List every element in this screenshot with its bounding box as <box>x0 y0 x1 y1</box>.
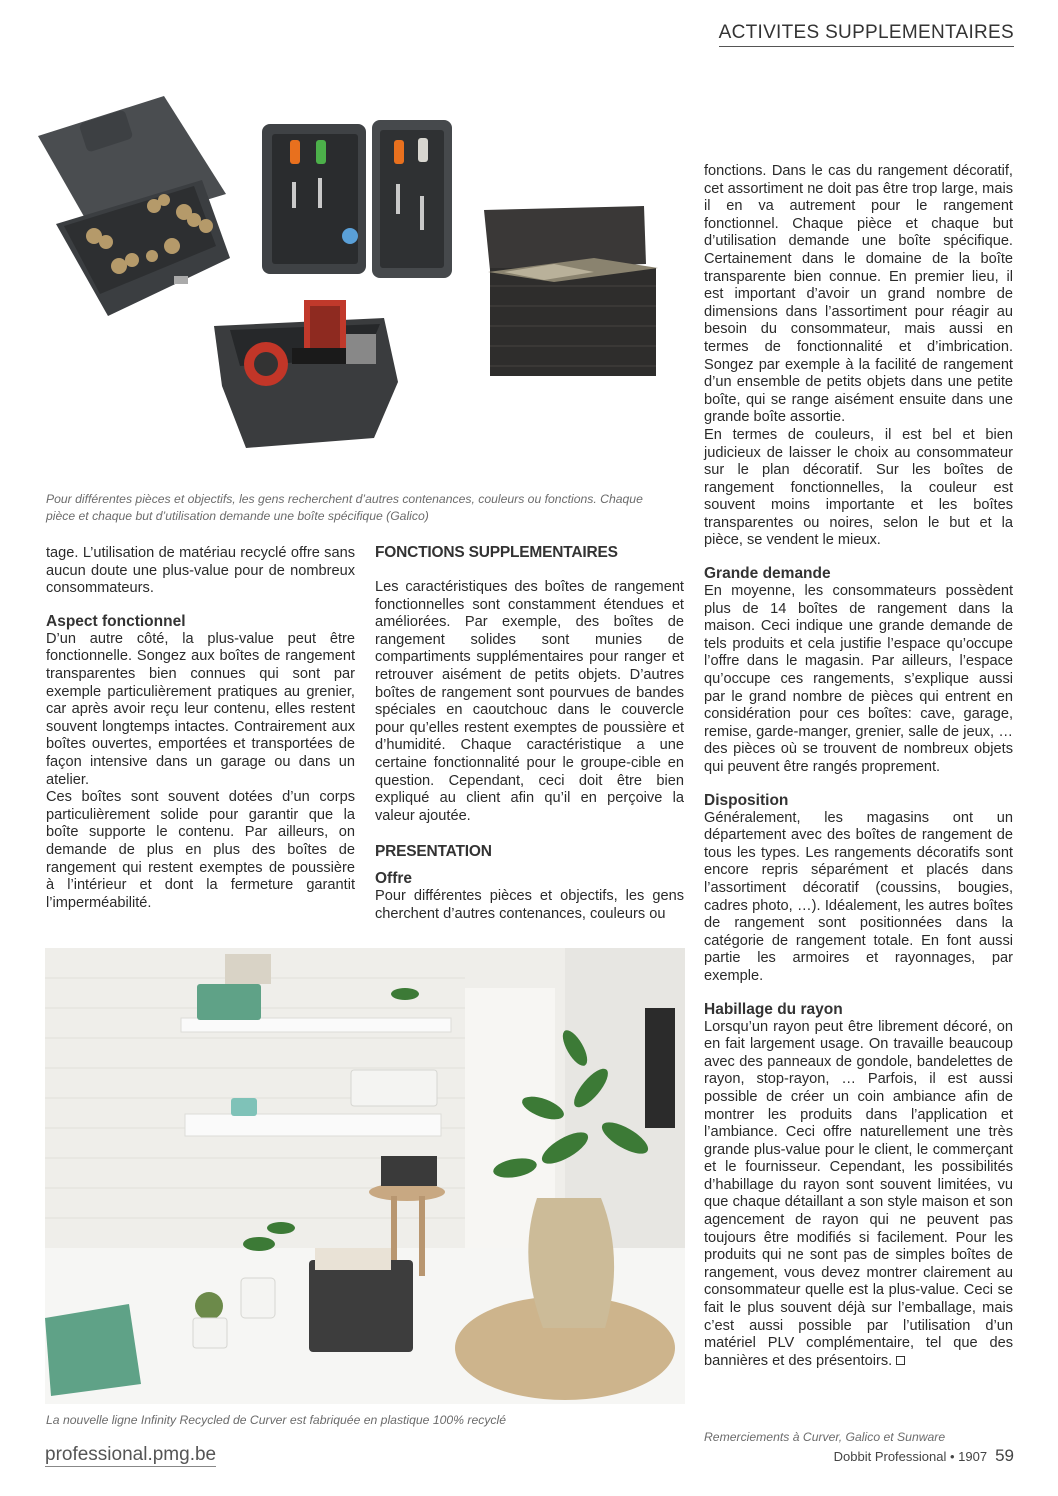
cash-box-image <box>38 96 230 316</box>
paragraph: Pour différentes pièces et objectifs, les gens cherchent d’autres contenances, couleurs ou <box>375 888 684 922</box>
heading-disposition: Disposition <box>704 791 789 809</box>
right-column <box>704 163 1013 1370</box>
footer-publication <box>834 1446 1014 1466</box>
paragraph: Ces boîtes sont souvent dotées d’un corps particulièrement solide pour garantir que la boîte supporte le contenu. Par ailleurs, on demande de plus en plus des boîtes de rangement qui restent exemptes de poussière à l’intérieur et dont la fermeture garantit l’imperméabilité. <box>46 789 355 911</box>
paragraph: Généralement, les magasins ont un département avec des boîtes de rangement de tous les types. Les rangements décoratifs sont encore repris séparément et placés dans l’assortiment décoratif (coussins, bougies, cadres photo, …). Idéalement, les autres boîtes de rangement sont positionnées dans la catégorie de rangement totale. En font aussi partie les armoires et rayonnages, par exemple. <box>704 809 1013 984</box>
paragraph: Les caractéristiques des boîtes de rangement fonctionnelles sont constamment étendues et améliorées. Par exemple, des boîtes de rangement solides sont munies de compartiments supplémentaires pour ranger et retrouver aisément de petits objets. D’autres boîtes de rangement sont pourvues de bandes spéciales en caoutchouc dans le couvercle pour qu’elles restent exemptes de poussière et d’humidité. Chaque caractéristique a une certaine fonctionnalité pour le groupe-cible en question. Cependant, ceci doit être bien expliqué au client afin qu’il en perçoive la valeur ajoutée. <box>375 579 684 824</box>
paragraph <box>704 1019 1013 1371</box>
section-title: ACTIVITES SUPPLEMENTAIRES <box>719 22 1014 47</box>
paragraph-text: Lorsqu’un rayon peut être librement décoré, on en fait largement usage. On travaille beaucoup avec des panneaux de gondole, bandelettes de rayon, stop-rayon, … Parfois, il est aussi possible de créer un coin ambiance afin de montrer les produits dans l’application et l’ambiance. Ceci offre naturellement une très grande plus-value pour le client, le commerçant et le fournisseur. Cependant, les possibilités d’habillage du rayon sont souvent limitées, vu que chaque détaillant a son style maison et son agencement de rayon qui ne peuvent pas toujours être modifiés si facilement. Pour les produits qui ne sont pas de simples boîtes de rangement, vous devez montrer clairement au consommateur quelle est la plus-value. Ceci se fait le plus souvent déjà sur l’emballage, mais c’est aussi possible par l’utilisation d’un matériel PLV complémentaire, tel que des bannières et des présentoirs. <box>704 1018 1013 1369</box>
paragraph: En termes de couleurs, il est bel et bien judicieux de laisser le choix au consommateur sur le plan décoratif. Sur les boîtes de rangement fonctionnelles, la couleur est souvent moins importante et les boîtes transparentes ou noires, selon le but et la pièce, se vendent le mieux. <box>704 426 1013 549</box>
tool-tub-image <box>214 300 398 448</box>
footer-website[interactable]: professional.pmg.be <box>45 1444 217 1465</box>
publication-name: Dobbit Professional • 1907 <box>833 1449 988 1464</box>
room-photo-infinity-recycled <box>45 948 685 1404</box>
left-column <box>46 545 355 912</box>
rattan-box-image <box>484 206 658 376</box>
paragraph: tage. L’utilisation de matériau recyclé offre sans aucun doute une plus-value pour de nombreux consommateurs. <box>46 545 355 597</box>
heading-presentation: PRESENTATION <box>375 843 492 861</box>
heading-fonctions-supplementaires: FONCTIONS SUPPLEMENTAIRES <box>375 544 618 561</box>
acknowledgements: Remerciements à Curver, Galico et Sunware <box>704 1430 946 1444</box>
heading-aspect-fonctionnel: Aspect fonctionnel <box>46 612 186 630</box>
bottom-photo-caption: La nouvelle ligne Infinity Recycled de Curver est fabriquée en plastique 100% recyclé <box>46 1413 507 1427</box>
middle-column <box>375 543 684 924</box>
heading-grande-demande: Grande demande <box>704 565 831 583</box>
page-number: 59 <box>995 1446 1014 1465</box>
heading-habillage-du-rayon: Habillage du rayon <box>704 1000 843 1018</box>
paragraph: D’un autre côté, la plus-value peut être fonctionnelle. Songez aux boîtes de rangement transparentes bien connues qui sont par exemple particulièrement pratiques au grenier, car après avoir reçu leur contenu, elles restent souvent longtemps intactes. Contrairement aux boîtes ouvertes, emportées et transportées de façon intensive dans un garage ou dans un atelier. <box>46 630 355 788</box>
heading-offre: Offre <box>375 870 413 888</box>
key-cabinet-image <box>262 120 452 278</box>
product-photo-storage-boxes <box>34 86 684 484</box>
top-photo-caption: Pour différentes pièces et objectifs, les gens recherchent d’autres contenances, couleurs ou fonctions. Chaque pièce et chaque but d’utilisation demande une boîte spécifique (Galico) <box>46 492 643 523</box>
paragraph: En moyenne, les consommateurs possèdent plus de 14 boîtes de rangement dans la maison. Ceci indique une grande demande de tels produits et cela justifie l’espace qu’occupe l’offre dans le magasin. Par ailleurs, l’espace qu’occupe ces rangements, s’explique aussi par le grand nombre de pièces qui entrent en considération pour ces boîtes: cave, garage, remise, garde-manger, grenier, salle de jeux, … des pièces où se trouvent de nombreux objets qui peuvent être rangés proprement. <box>704 583 1013 775</box>
end-of-article-icon <box>896 1356 905 1365</box>
paragraph: fonctions. Dans le cas du rangement décoratif, cet assortiment ne doit pas être trop large, mais il en va autrement pour le rangement fonctionnel. Chaque pièce et chaque but d’utilisation demande une boîte spécifique. Certainement dans le domaine de la boîte transparente bien connue. En premier lieu, il est important d’avoir un grand nombre de dimensions dans l’assortiment pour réagir au besoin du consommateur, mais aussi en termes de fonctionnalité et d’imbrication. Songez par exemple à la facilité de rangement d’un ensemble de petits objets dans une petite boîte, qui se range aisément ensuite dans une grande boîte assortie. <box>704 163 1013 426</box>
